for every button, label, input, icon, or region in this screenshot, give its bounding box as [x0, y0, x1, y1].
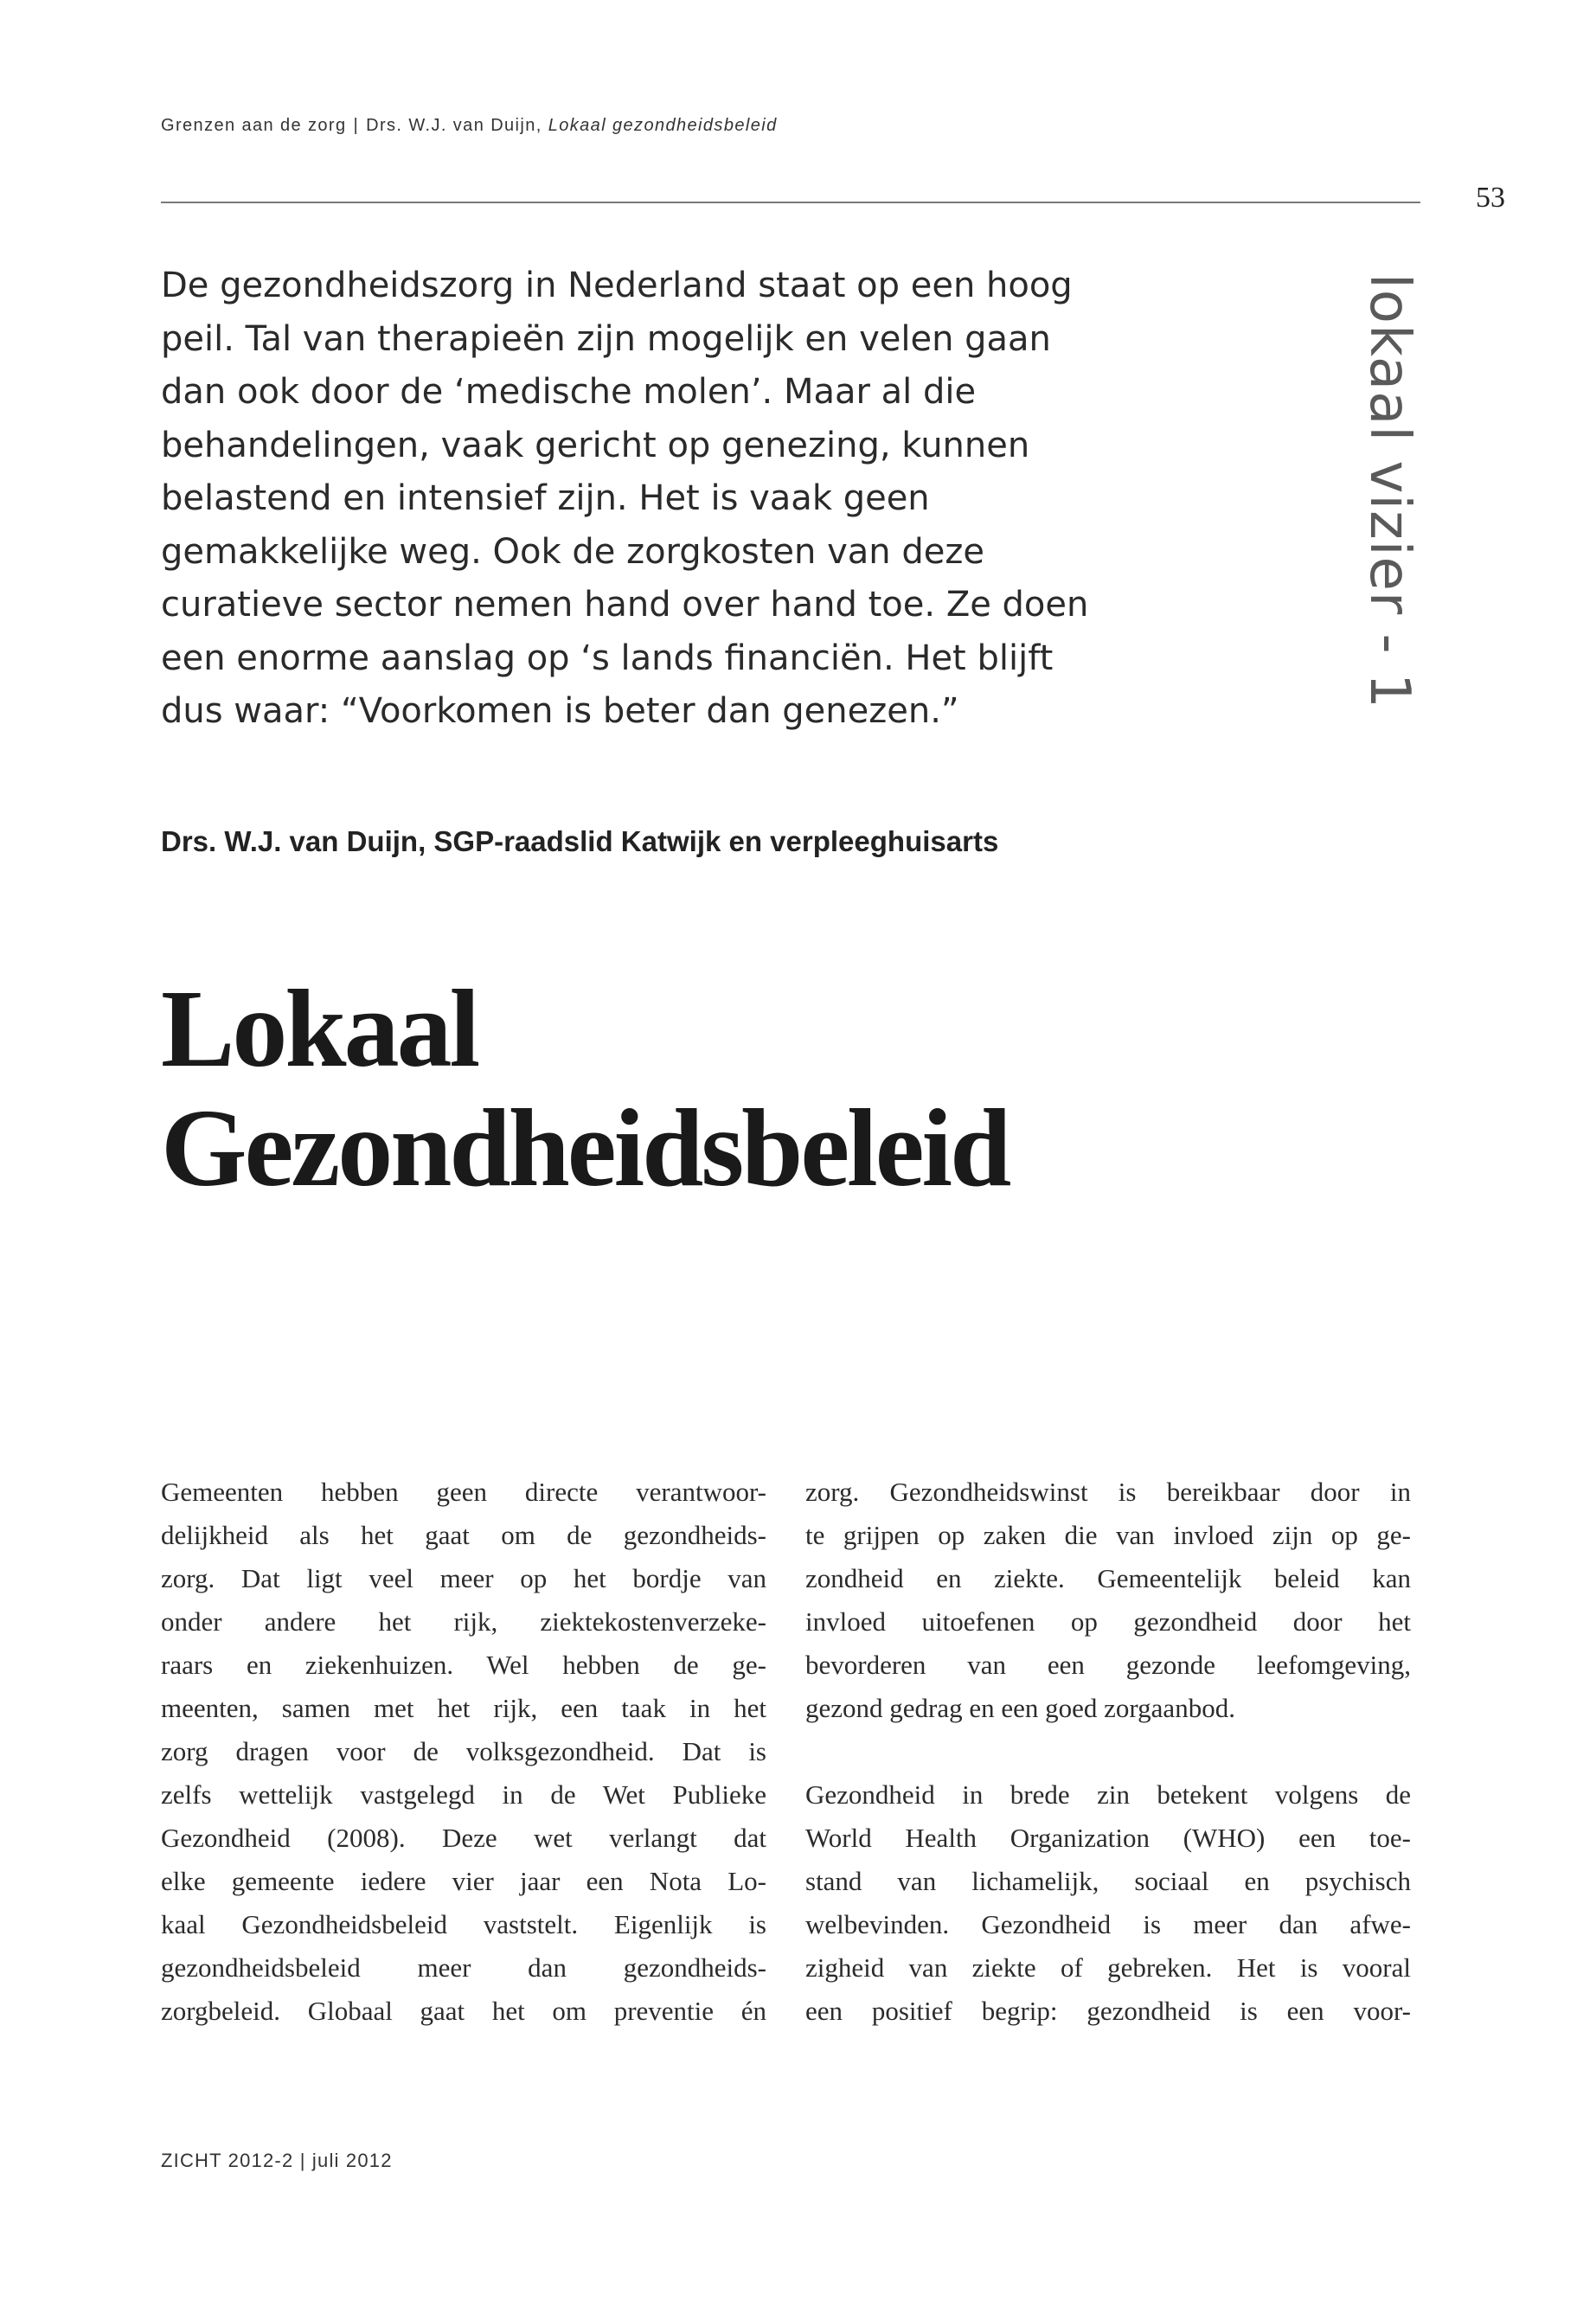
body-line: gezond gedrag en een goed zorgaanbod. [805, 1693, 1235, 1723]
body-line: gezondheidsbeleid meer dan gezondheids- [161, 1952, 766, 1983]
body-line: raars en ziekenhuizen. Wel hebben de ge- [161, 1650, 766, 1680]
body-line: onder andere het rijk, ziektekostenverzeke- [161, 1606, 766, 1637]
running-head-article-title: Lokaal gezondheidsbeleid [548, 116, 778, 135]
article-title-line-1: Lokaal [161, 967, 478, 1090]
body-line: Gezondheid in brede zin betekent volgens de [805, 1779, 1411, 1810]
running-head [161, 116, 778, 136]
body-line: zigheid van ziekte of gebreken. Het is vooral [805, 1952, 1411, 1983]
article-title [161, 969, 1009, 1208]
body-line: elke gemeente iedere vier jaar een Nota Lo- [161, 1866, 766, 1896]
body-line: delijkheid als het gaat om de gezondheids- [161, 1520, 766, 1550]
paragraph-gap [805, 1730, 1411, 1773]
body-line: zelfs wettelijk vastgelegd in de Wet Publieke [161, 1779, 766, 1810]
body-line: meenten, samen met het rijk, een taak in het [161, 1693, 766, 1723]
body-column-2 [805, 1471, 1411, 2033]
body-line: invloed uitoefenen op gezondheid door het [805, 1606, 1411, 1637]
body-line: zorg dragen voor de volksgezondheid. Dat is [161, 1736, 766, 1766]
running-head-series: Grenzen aan de zorg [161, 116, 347, 135]
body-line: een positief begrip: gezondheid is een voor- [805, 1996, 1411, 2026]
body-column-1 [161, 1471, 766, 2033]
body-line: welbevinden. Gezondheid is meer dan afwe- [805, 1909, 1411, 1939]
body-line: zondheid en ziekte. Gemeentelijk beleid kan [805, 1563, 1411, 1593]
byline: Drs. W.J. van Duijn, SGP-raadslid Katwijk en verpleeghuisarts [161, 825, 999, 857]
running-head-author: Drs. W.J. van Duijn, [366, 116, 542, 135]
body-line: zorgbeleid. Globaal gaat het om preventie én [161, 1996, 766, 2026]
body-line: Gemeenten hebben geen directe verantwoor- [161, 1477, 766, 1507]
section-label: lokaal vizier - 1 [1357, 273, 1421, 709]
body-line: kaal Gezondheidsbeleid vaststelt. Eigenlijk is [161, 1909, 766, 1939]
intro-paragraph: De gezondheidszorg in Nederland staat op een hoog peil. Tal van therapieën zijn mogelijk en velen gaan dan ook door de ‘medische molen’. Maar al die behandelingen, vaak gericht op genezing, kunnen belastend en intensief zijn. Het is vaak geen gemakkelijke weg. Ook de zorgkosten van deze curatieve sector nemen hand over hand toe. Ze doen een enorme aanslag op ‘s lands financiën. Het blijft dus waar: “Voorkomen is beter dan genezen.” [161, 266, 1089, 731]
running-head-separator: | [353, 116, 360, 135]
body-line: stand van lichamelijk, sociaal en psychisch [805, 1866, 1411, 1896]
body-line: bevorderen van een gezonde leefomgeving, [805, 1650, 1411, 1680]
page-number: 53 [1476, 182, 1505, 214]
footer-issue: ZICHT 2012-2 | juli 2012 [161, 2150, 393, 2171]
body-line: World Health Organization (WHO) een toe- [805, 1823, 1411, 1853]
body-line: zorg. Gezondheidswinst is bereikbaar door in [805, 1477, 1411, 1507]
body-line: zorg. Dat ligt veel meer op het bordje van [161, 1563, 766, 1593]
body-line: te grijpen op zaken die van invloed zijn op ge- [805, 1520, 1411, 1550]
body-line: Gezondheid (2008). Deze wet verlangt dat [161, 1823, 766, 1853]
header-rule [161, 202, 1420, 203]
article-title-line-2: Gezondheidsbeleid [161, 1086, 1010, 1209]
